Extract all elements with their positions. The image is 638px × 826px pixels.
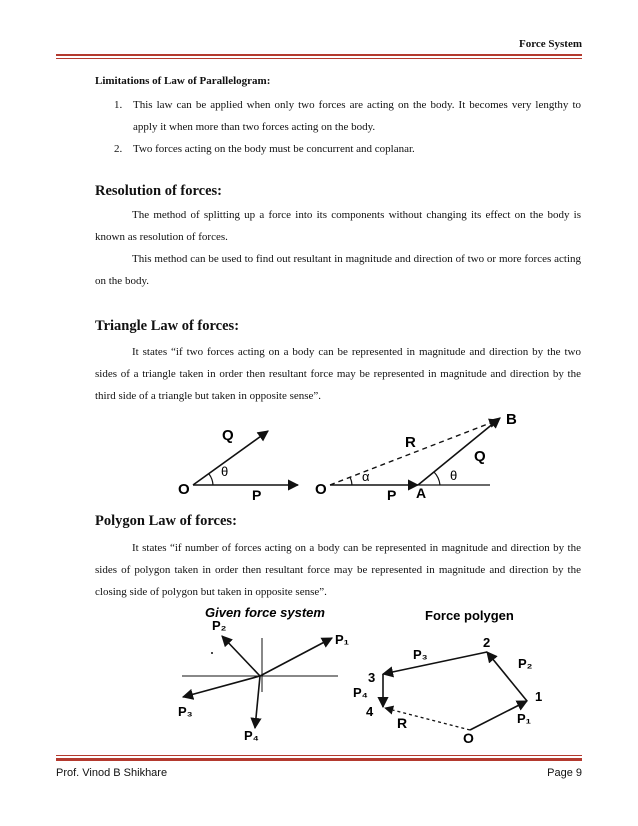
list-number: 1. [114,99,123,111]
label-a: A [416,485,427,501]
force-p1-arrow [260,638,332,676]
label-poly-p2: P₂ [518,656,533,671]
paragraph: It states “if two forces acting on a body can be represented in magnitude and direction by the two sides of a triangle taken in order then resultant force may be represented in magnitude and direction by the third side of a triangle but taken in opposite sense”. [95,346,581,402]
force-q-arrow [418,418,500,485]
paragraph: The method of splitting up a force into its components without changing its effect on the body is known as resolution of forces. [95,209,581,243]
label-p: P [387,487,397,503]
force-p3-arrow [183,676,260,697]
label-b: B [506,411,517,428]
vertex-3: 3 [368,670,376,685]
label-theta: θ [450,468,458,483]
vertex-o: O [463,730,474,746]
label-poly-p4: P₄ [353,685,368,700]
force-p2-arrow [222,636,260,676]
triangle-law-figure [0,405,638,505]
label-poly-p1: P₁ [517,711,532,726]
header-rule-thick [56,54,582,56]
force-p4-arrow [255,676,260,728]
label-p: P [252,487,262,503]
list-item: Two forces acting on the body must be concurrent and coplanar. [133,143,415,155]
dot-mark [211,652,213,654]
label-theta: θ [221,464,229,479]
label-p3: P₃ [178,704,193,719]
label-poly-p3: P₃ [413,647,428,662]
label-r: R [405,434,416,451]
limitations-heading: Limitations of Law of Parallelogram: [95,75,271,87]
triangle-heading: Triangle Law of forces: [95,318,240,334]
label-q: Q [474,448,486,465]
label-alpha: α [362,469,370,484]
footer-rule-thick [56,758,582,761]
label-o: O [178,481,190,498]
angle-arc [434,472,440,485]
label-o: O [315,481,327,498]
vertex-1: 1 [535,689,543,704]
vertex-2: 2 [483,635,491,650]
triangle-body [95,341,581,407]
polygon-body [95,537,581,603]
list-item: This law can be applied when only two forces are acting on the body. It becomes very lengthy to apply it when more than two forces acting on the body. [133,99,581,133]
force-polygon-title: Force polygen [425,608,514,623]
angle-arc [209,474,213,485]
label-p2: P₂ [212,618,227,633]
polygon-law-figure [0,600,638,750]
footer-author: Prof. Vinod B Shikhare [56,767,168,779]
paragraph: It states “if number of forces acting on a body can be represented in magnitude and direction by the sides of polygon taken in order then resultant force may be represented in magnitude and direction by the closing side of polygon but taken in opposite sense”. [95,542,581,598]
running-header: Force System [518,38,582,50]
list-number: 2. [114,143,123,155]
label-q: Q [222,427,234,444]
resolution-heading: Resolution of forces: [95,183,222,199]
page-number: Page 9 [547,767,582,779]
given-force-system-title: Given force system [205,605,325,620]
vertex-4: 4 [366,704,374,719]
polygon-side-p3 [383,652,487,674]
angle-arc [350,477,352,485]
label-p1: P₁ [335,632,350,647]
paragraph: This method can be used to find out resultant in magnitude and direction of two or more forces acting on the body. [95,253,581,287]
resultant-r-arrow [330,420,498,485]
footer-rule-thin [56,755,582,756]
header-rule-thin [56,58,582,59]
resolution-body [95,204,581,292]
label-resultant-r: R [397,715,408,731]
polygon-heading: Polygon Law of forces: [95,513,237,529]
label-p4: P₄ [244,728,259,743]
